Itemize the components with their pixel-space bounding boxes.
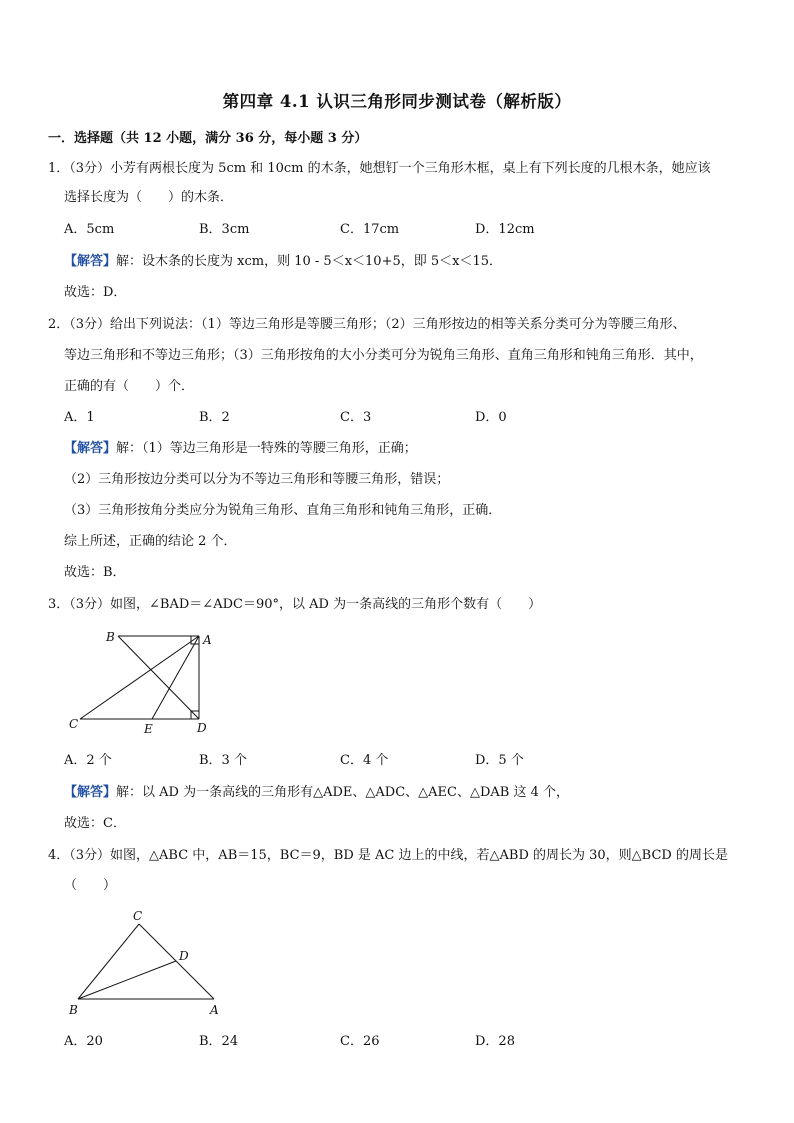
solution-text: 解：设木条的长度为 xcm，则 10 - 5＜x＜10+5，即 5＜x＜15． [116,254,503,269]
solution-tag: 【解答】 [64,785,117,800]
question-1-line-1: 1．（3分）小芳有两根长度为 5cm 和 10cm 的木条，她想钉一个三角形木框，桌上有下列长度的几根木条，她应该 [48,161,711,176]
question-2-solution-line-5: 故选：B． [64,565,126,580]
section-heading: 一．选择题（共 12 小题，满分 36 分，每小题 3 分） [48,131,368,146]
segment-ca [80,636,199,719]
question-1-option-a: A．5cm [64,222,115,237]
question-1-option-d: D．12cm [475,222,535,237]
point-label-b: B [69,1003,78,1017]
question-1-option-b: B．3cm [199,222,250,237]
solution-tag: 【解答】 [64,441,117,456]
question-3-figure [64,626,224,738]
point-label-c: C [69,717,79,731]
question-4-option-c: C．26 [340,1034,380,1049]
point-label-b: B [106,630,115,644]
question-2-line-3: 正确的有（ ）个． [64,379,195,394]
question-4-line-2: （ ） [64,878,117,893]
solution-text: 解：以 AD 为一条高线的三角形有△ADE、△ADC、△AEC、△DAB 这 4 个， [116,785,569,800]
segment-bd [78,961,176,999]
question-2-line-1: 2．（3分）给出下列说法：（1）等边三角形是等腰三角形；（2）三角形按边的相等关系分类可分为等腰三角形、 [48,317,686,332]
question-1-option-c: C．17cm [340,222,400,237]
question-2-option-c: C．3 [340,410,372,425]
question-3-solution-line-2: 故选：C． [64,816,126,831]
question-3-option-a: A．2 个 [64,753,112,768]
solution-tag: 【解答】 [64,254,117,269]
point-label-a: A [210,1003,219,1017]
question-3-solution-line-1 [64,784,569,802]
question-3-option-c: C．4 个 [340,753,389,768]
question-4-option-b: B．24 [199,1034,239,1049]
question-2-option-a: A．1 [64,410,95,425]
question-3-line-1: 3．（3分）如图，∠BAD＝∠ADC＝90°，以 AD 为一条高线的三角形个数有（ ） [48,597,542,612]
question-2-option-b: B．2 [199,410,230,425]
segment-ca [139,924,214,999]
solution-text: 解：（1）等边三角形是一特殊的等腰三角形，正确； [116,441,417,456]
point-label-d: D [197,721,207,735]
question-3-option-d: D．5 个 [475,753,524,768]
point-label-c: C [133,909,143,923]
question-1-solution-line-2: 故选：D． [64,285,127,300]
question-2-option-d: D．0 [475,410,507,425]
question-1-line-2: 选择长度为（ ）的木条． [64,190,234,205]
page-title: 第四章 4.1 认识三角形同步测试卷（解析版） [222,92,572,111]
point-label-e: E [144,722,153,736]
question-2-solution-line-3: （3）三角形按角分类应分为锐角三角形、直角三角形和钝角三角形，正确． [64,503,502,518]
question-2-solution-line-4: 综上所述，正确的结论 2 个． [64,534,237,549]
question-1-solution-line-1 [64,253,502,271]
question-2-line-2: 等边三角形和不等边三角形；（3）三角形按角的大小分类可分为锐角三角形、直角三角形和钝角三角形．其中， [64,348,703,363]
question-2-solution-line-1 [64,440,417,458]
point-label-a: A [203,633,212,647]
segment-bc [78,924,139,999]
question-4-line-1: 4．（3分）如图，△ABC 中，AB＝15，BC＝9，BD 是 AC 边上的中线，若△ABD 的周长为 30，则△BCD 的周长是 [48,848,728,863]
question-3-option-b: B．3 个 [199,753,247,768]
point-label-d: D [179,949,189,963]
question-4-option-a: A．20 [64,1034,103,1049]
question-2-solution-line-2: （2）三角形按边分类可以分为不等边三角形和等腰三角形，错误； [64,472,450,487]
question-4-option-d: D．28 [475,1034,515,1049]
question-4-figure [64,908,234,1020]
